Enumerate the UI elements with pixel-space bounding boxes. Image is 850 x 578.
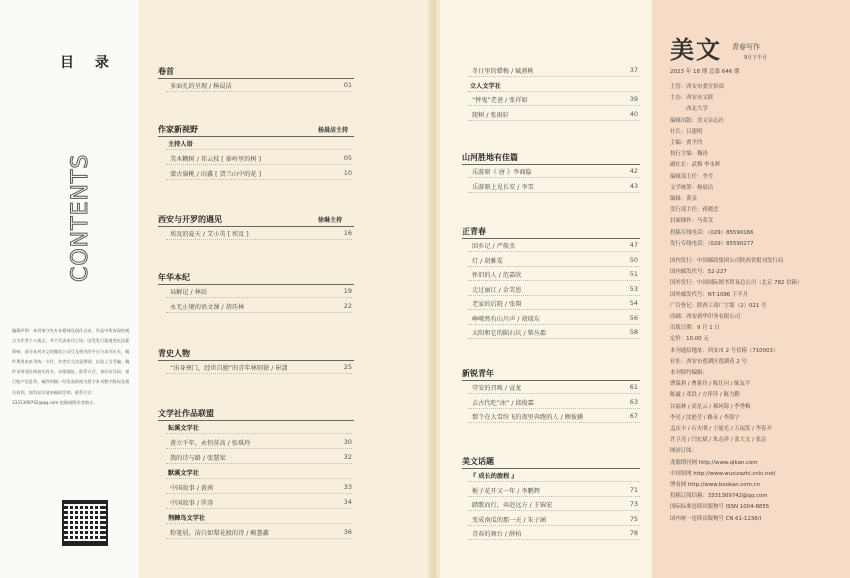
- colophon-line: 主办：西安市文联: [670, 95, 714, 102]
- colophon-line: 国内邮发代号：52-227: [670, 269, 727, 276]
- toc-entry[interactable]: “出身寒门，经世自励”的青年林则徐 / 崔潇: [170, 365, 288, 372]
- toc-entry[interactable]: 多面孔的呈现 / 杨晨洁: [170, 83, 232, 90]
- section-title: 正青春: [462, 226, 486, 236]
- entry-divider: [166, 297, 352, 298]
- section-divider: [462, 164, 640, 165]
- toc-entry[interactable]: 爬树 / 张雨轩: [472, 111, 509, 119]
- colophon-line: 编辑部主任：李雪: [670, 173, 714, 180]
- section-title: 卷首: [158, 66, 174, 76]
- page-number[interactable]: 43: [629, 181, 638, 190]
- entry-divider: [468, 251, 640, 252]
- colophon-line: 执行主编：穆涛: [670, 151, 708, 158]
- page-number[interactable]: 33: [343, 483, 352, 491]
- colophon-line: 许卫亮 / 闫宏斌 / 朱志祥 / 张大文 / 张志: [670, 437, 767, 444]
- entry-divider: [468, 309, 640, 310]
- entry-divider: [468, 393, 640, 394]
- page-number[interactable]: 36: [343, 528, 352, 536]
- toc-entry[interactable]: 埃及的夏天 / 艾小英 [ 埃及 ]: [170, 231, 249, 238]
- colophon-line: 发行专线电话：（029）85590277: [670, 240, 754, 247]
- colophon-line: 国外邮发代号：NT-1096 下半月: [670, 291, 749, 298]
- colophon-line: 广告登记：陕西工商广字第（2）021 号: [670, 302, 767, 309]
- colophon-line: 社址：西安市莲湖区莲湖巷 2 号: [670, 358, 747, 365]
- section-divider: [462, 468, 640, 469]
- subsection-label: 『 成长的旅程 』: [470, 473, 518, 480]
- colophon-line: 封面插作：马英戈: [670, 218, 714, 225]
- colophon-line: 谷福林 / 高星云 / 郝珂海 / 李秀梅: [670, 403, 751, 410]
- page-number[interactable]: 53: [629, 284, 638, 293]
- toc-entry[interactable]: 回乡记 / 严俊杰: [472, 243, 516, 250]
- toc-entry[interactable]: 美木糊树 / 祁云枝 [ 秦岭里的树 ]: [170, 156, 261, 163]
- page-number[interactable]: 40: [629, 109, 638, 118]
- entry-divider: [468, 76, 640, 77]
- section-title: 青史人物: [158, 348, 190, 358]
- section-host: 杨晨洁主持: [318, 127, 349, 134]
- entry-divider: [166, 523, 352, 524]
- colophon-line: 投稿专线电话：（029）85590186: [670, 229, 754, 236]
- page-number[interactable]: 58: [629, 328, 638, 336]
- entry-divider: [468, 105, 640, 106]
- colophon-line: 主管：西安市委宣传部: [670, 84, 724, 90]
- entry-divider: [468, 295, 640, 296]
- entry-divider: [166, 493, 352, 494]
- entry-divider: [166, 463, 352, 464]
- section-title: 作家新视野: [158, 124, 198, 134]
- contents-heading: CONTENTS: [68, 153, 93, 282]
- toc-entry[interactable]: 灯 / 胡雅雯: [472, 257, 503, 265]
- magazine-logo: 美文: [670, 35, 722, 64]
- subsection-label: 荆棘鸟文学社: [168, 515, 206, 522]
- page-number[interactable]: 32: [343, 453, 352, 461]
- page-number[interactable]: 63: [629, 397, 638, 406]
- entry-divider: [166, 433, 352, 434]
- toc-entry[interactable]: 我的诗与路 / 张慧梁: [170, 455, 226, 462]
- toc-entry[interactable]: 怀旧的人 / 范嘉欣: [472, 272, 522, 279]
- book-gutter: [428, 0, 440, 578]
- editorial-statement: 编辑声明：本刊恪守先专业精神及创作自由，作品中所表现的观点为作者个人观点，并不代表本刊立场。因受发行渠道变化因素影响，部分本刊名义的微信公众号及相关的平台与本刊无关，稿件费用由本刊统一支付，作者应当注意辨别，以免上当受骗。稿件采用请注明真实姓名、详细地址、联系方式、身份证号码、银行账户信息等。稿件用稿一经发表即视为授予本刊数字版权及相关权利，如有异议请来稿时注明。联系方式：3331309742@qq.com 投稿请附作者简介。: [12, 328, 130, 406]
- section-divider: [462, 238, 640, 239]
- toc-entry[interactable]: 蒙古扁桃 / 田鑫 [ 贺兰山中的花 ]: [170, 171, 261, 178]
- colophon-line: 国外发行：中国国际图书贸易总公司（北京 782 信箱）: [670, 280, 803, 287]
- page-number[interactable]: 30: [343, 438, 352, 446]
- colophon-line: 博看网 http://www.bookan.com.cn: [670, 482, 760, 488]
- entry-divider: [468, 91, 640, 92]
- toc-entry[interactable]: 那个在大雪纷飞的夜里奔跑的人 / 顾彼嬿: [472, 414, 584, 421]
- page-number[interactable]: 25: [343, 363, 352, 371]
- section-divider: [158, 360, 354, 361]
- magazine-edition: 青春写作: [732, 43, 760, 51]
- entry-divider: [468, 510, 640, 511]
- subsection-label: 立人文学社: [470, 82, 501, 90]
- entry-divider: [166, 91, 352, 92]
- entry-divider: [166, 149, 352, 150]
- page-number[interactable]: 37: [629, 66, 638, 74]
- colophon-line: 投稿订阅信箱：3331309742@qq.com: [670, 493, 768, 500]
- subsection-label: 默溪文学社: [168, 470, 199, 477]
- colophon-line: 孟庆丰 / 石火明 / 王能光 / 万福发 / 李春开: [670, 426, 772, 432]
- colophon-line: 李亮 / 沈艳莹 / 路永 / 李海宁: [670, 414, 740, 421]
- colophon-line: 陈露 / 邓洪 / 方萍萍 / 陈力勤: [670, 392, 740, 399]
- colophon-line: 本刊通信地址：西安市 2 号信箱（710003）: [670, 347, 779, 354]
- page-number[interactable]: 39: [629, 95, 638, 103]
- entry-divider: [468, 496, 640, 497]
- entry-divider: [468, 338, 640, 339]
- section-title: 文学社作品联盟: [158, 408, 214, 418]
- page-number[interactable]: 05: [343, 154, 352, 162]
- page-number[interactable]: 61: [629, 383, 638, 391]
- issue-number: 2023 年 18 期 总第 646 期: [670, 69, 740, 75]
- entry-divider: [468, 539, 640, 540]
- toc-entry[interactable]: 青春的舞台 / 薛柏: [472, 531, 522, 538]
- colophon-line: 中国知网 http://www.wuxizazhi.cnki.net/: [670, 470, 776, 477]
- section-title: 新锐青年: [462, 368, 494, 378]
- colophon-line: 编辑出版：美文杂志社: [670, 117, 724, 124]
- section-title: 年华本纪: [158, 272, 190, 282]
- colophon-line: 主编：贾平凹: [670, 140, 703, 146]
- toc-entry[interactable]: 局解记 / 林辰: [170, 289, 207, 296]
- colophon-line: 副社长：武梅 李永辉: [670, 162, 721, 169]
- colophon-line: 网站订阅：: [670, 448, 697, 455]
- page-number[interactable]: 51: [629, 270, 638, 278]
- magazine-edition-period: 9月下半月: [744, 55, 768, 61]
- toc-entry[interactable]: “摔鬼”老爸 / 张祥如: [472, 97, 528, 104]
- colophon-line: 龙源期刊网 http://www.qikan.com: [670, 459, 758, 466]
- page-number[interactable]: 50: [629, 255, 638, 264]
- page-number[interactable]: 54: [629, 299, 638, 307]
- section-divider: [158, 420, 354, 421]
- page-number[interactable]: 22: [343, 302, 352, 310]
- colophon-line: 国内发行：中国邮政集团公司陕西省报刊发行局: [670, 258, 784, 264]
- entry-divider: [166, 164, 352, 165]
- entry-divider: [166, 508, 352, 509]
- colophon-line: 发行部主任：蒋晓恋: [670, 207, 719, 214]
- toc-entry[interactable]: 老家的后院 / 张翔: [472, 301, 522, 308]
- toc-entry[interactable]: 走过丽江 / 金美恩: [472, 286, 522, 294]
- page-number[interactable]: 10: [343, 169, 352, 177]
- toc-entry[interactable]: 冬日里的蜡梅 / 臧燕桃: [472, 68, 534, 75]
- toc-entry[interactable]: 中国故事 / 黄茜: [170, 485, 214, 492]
- entry-divider: [468, 525, 640, 526]
- section-divider: [462, 380, 640, 381]
- page-number[interactable]: 16: [343, 229, 352, 237]
- entry-divider: [468, 422, 640, 423]
- toc-entry[interactable]: 乐游原上见长安 / 李雪: [472, 183, 534, 191]
- toc-entry[interactable]: 粉笔屑，洁白如梨花般的诗 / 赖慧鑫: [170, 530, 269, 537]
- section-divider: [158, 78, 354, 79]
- entry-divider: [468, 408, 640, 409]
- toc-entry[interactable]: 变成南瓜的那一天 / 朱子涵: [472, 516, 547, 524]
- colophon-line: 编辑：黄金: [670, 196, 697, 202]
- toc-entry[interactable]: 永无止境的语文课 / 胡珏林: [170, 304, 245, 311]
- toc-entry[interactable]: 乐游原《 唐 》李商隐: [472, 169, 532, 176]
- page-number[interactable]: 67: [629, 412, 638, 420]
- colophon-line: 定价：10.00 元: [670, 336, 709, 343]
- section-divider: [158, 226, 354, 227]
- section-divider: [158, 284, 354, 285]
- toc-entry[interactable]: 踏歌而行，奔赴远方 / 王锦宏: [472, 502, 553, 509]
- section-host: 徐琳主持: [318, 217, 343, 224]
- colophon-line: 社长：吕建明: [670, 128, 703, 135]
- colophon-line: 文学统筹：杨晨洁: [670, 184, 714, 191]
- page-number[interactable]: 47: [629, 241, 638, 249]
- page-number[interactable]: 42: [629, 167, 638, 175]
- section-title: 美文话题: [462, 456, 494, 466]
- colophon-line: 国内统一连续出版物号 CN 61-1236/I: [670, 515, 762, 522]
- entry-divider: [468, 177, 640, 178]
- page-number[interactable]: 34: [343, 498, 352, 506]
- toc-entry[interactable]: 峥嵘然有山川声 / 胡瑞东: [472, 315, 540, 323]
- toc-entry[interactable]: 栀子花开又一年 / 李鹏辉: [472, 487, 540, 495]
- entry-divider: [166, 538, 352, 539]
- section-title: 西安与开罗的遇见: [158, 214, 222, 224]
- subsection-label: 耘溪文学社: [168, 425, 199, 432]
- colophon-line: 本刊特约编辑：: [670, 370, 708, 376]
- toc-entry[interactable]: 去古代吃“冰” / 邱俊霖: [472, 399, 534, 407]
- subsection-label: 主持人语: [168, 141, 193, 148]
- colophon-line: 出版日期：9 月 1 日: [670, 325, 720, 332]
- colophon-line: 国际标准连续出版物号 ISSN 1004-8855: [670, 504, 770, 511]
- entry-divider: [468, 266, 640, 267]
- section-title: 山河胜地有佳篇: [462, 152, 518, 162]
- toc-entry[interactable]: 中国故事 / 罗涛: [170, 500, 214, 507]
- entry-divider: [468, 324, 640, 325]
- page-number[interactable]: 75: [629, 514, 638, 523]
- entry-divider: [166, 448, 352, 449]
- entry-divider: [166, 179, 352, 180]
- page-number[interactable]: 19: [343, 287, 352, 295]
- toc-entry[interactable]: 堂安的召唤 / 宣龙: [472, 385, 522, 392]
- entry-divider: [166, 312, 352, 313]
- toc-entry[interactable]: 太阳和它的陨石坑 / 柴丛郡: [472, 330, 547, 337]
- colophon-line: 印刷：西安新华印务有限公司: [670, 314, 741, 320]
- entry-divider: [468, 481, 640, 482]
- page-number[interactable]: 56: [629, 313, 638, 322]
- entry-divider: [166, 478, 352, 479]
- page-number[interactable]: 71: [629, 485, 638, 494]
- colophon-line: 西北大学: [670, 106, 708, 113]
- entry-divider: [468, 192, 640, 193]
- qr-code-icon[interactable]: [62, 500, 108, 546]
- page-number[interactable]: 78: [629, 529, 638, 537]
- toc-entry[interactable]: 黄立千年，永恒莫高 / 张琪玲: [170, 440, 251, 447]
- section-divider: [158, 136, 354, 137]
- entry-divider: [166, 239, 352, 240]
- entry-divider: [166, 373, 352, 374]
- page-number[interactable]: 73: [629, 500, 638, 508]
- entry-divider: [468, 280, 640, 281]
- entry-divider: [468, 120, 640, 121]
- toc-title: 目 录: [60, 55, 117, 71]
- colophon-line: 曹保莉 / 曹蒋玲 / 陈仕闪 / 陈友平: [670, 381, 751, 388]
- page-number[interactable]: 01: [343, 81, 352, 89]
